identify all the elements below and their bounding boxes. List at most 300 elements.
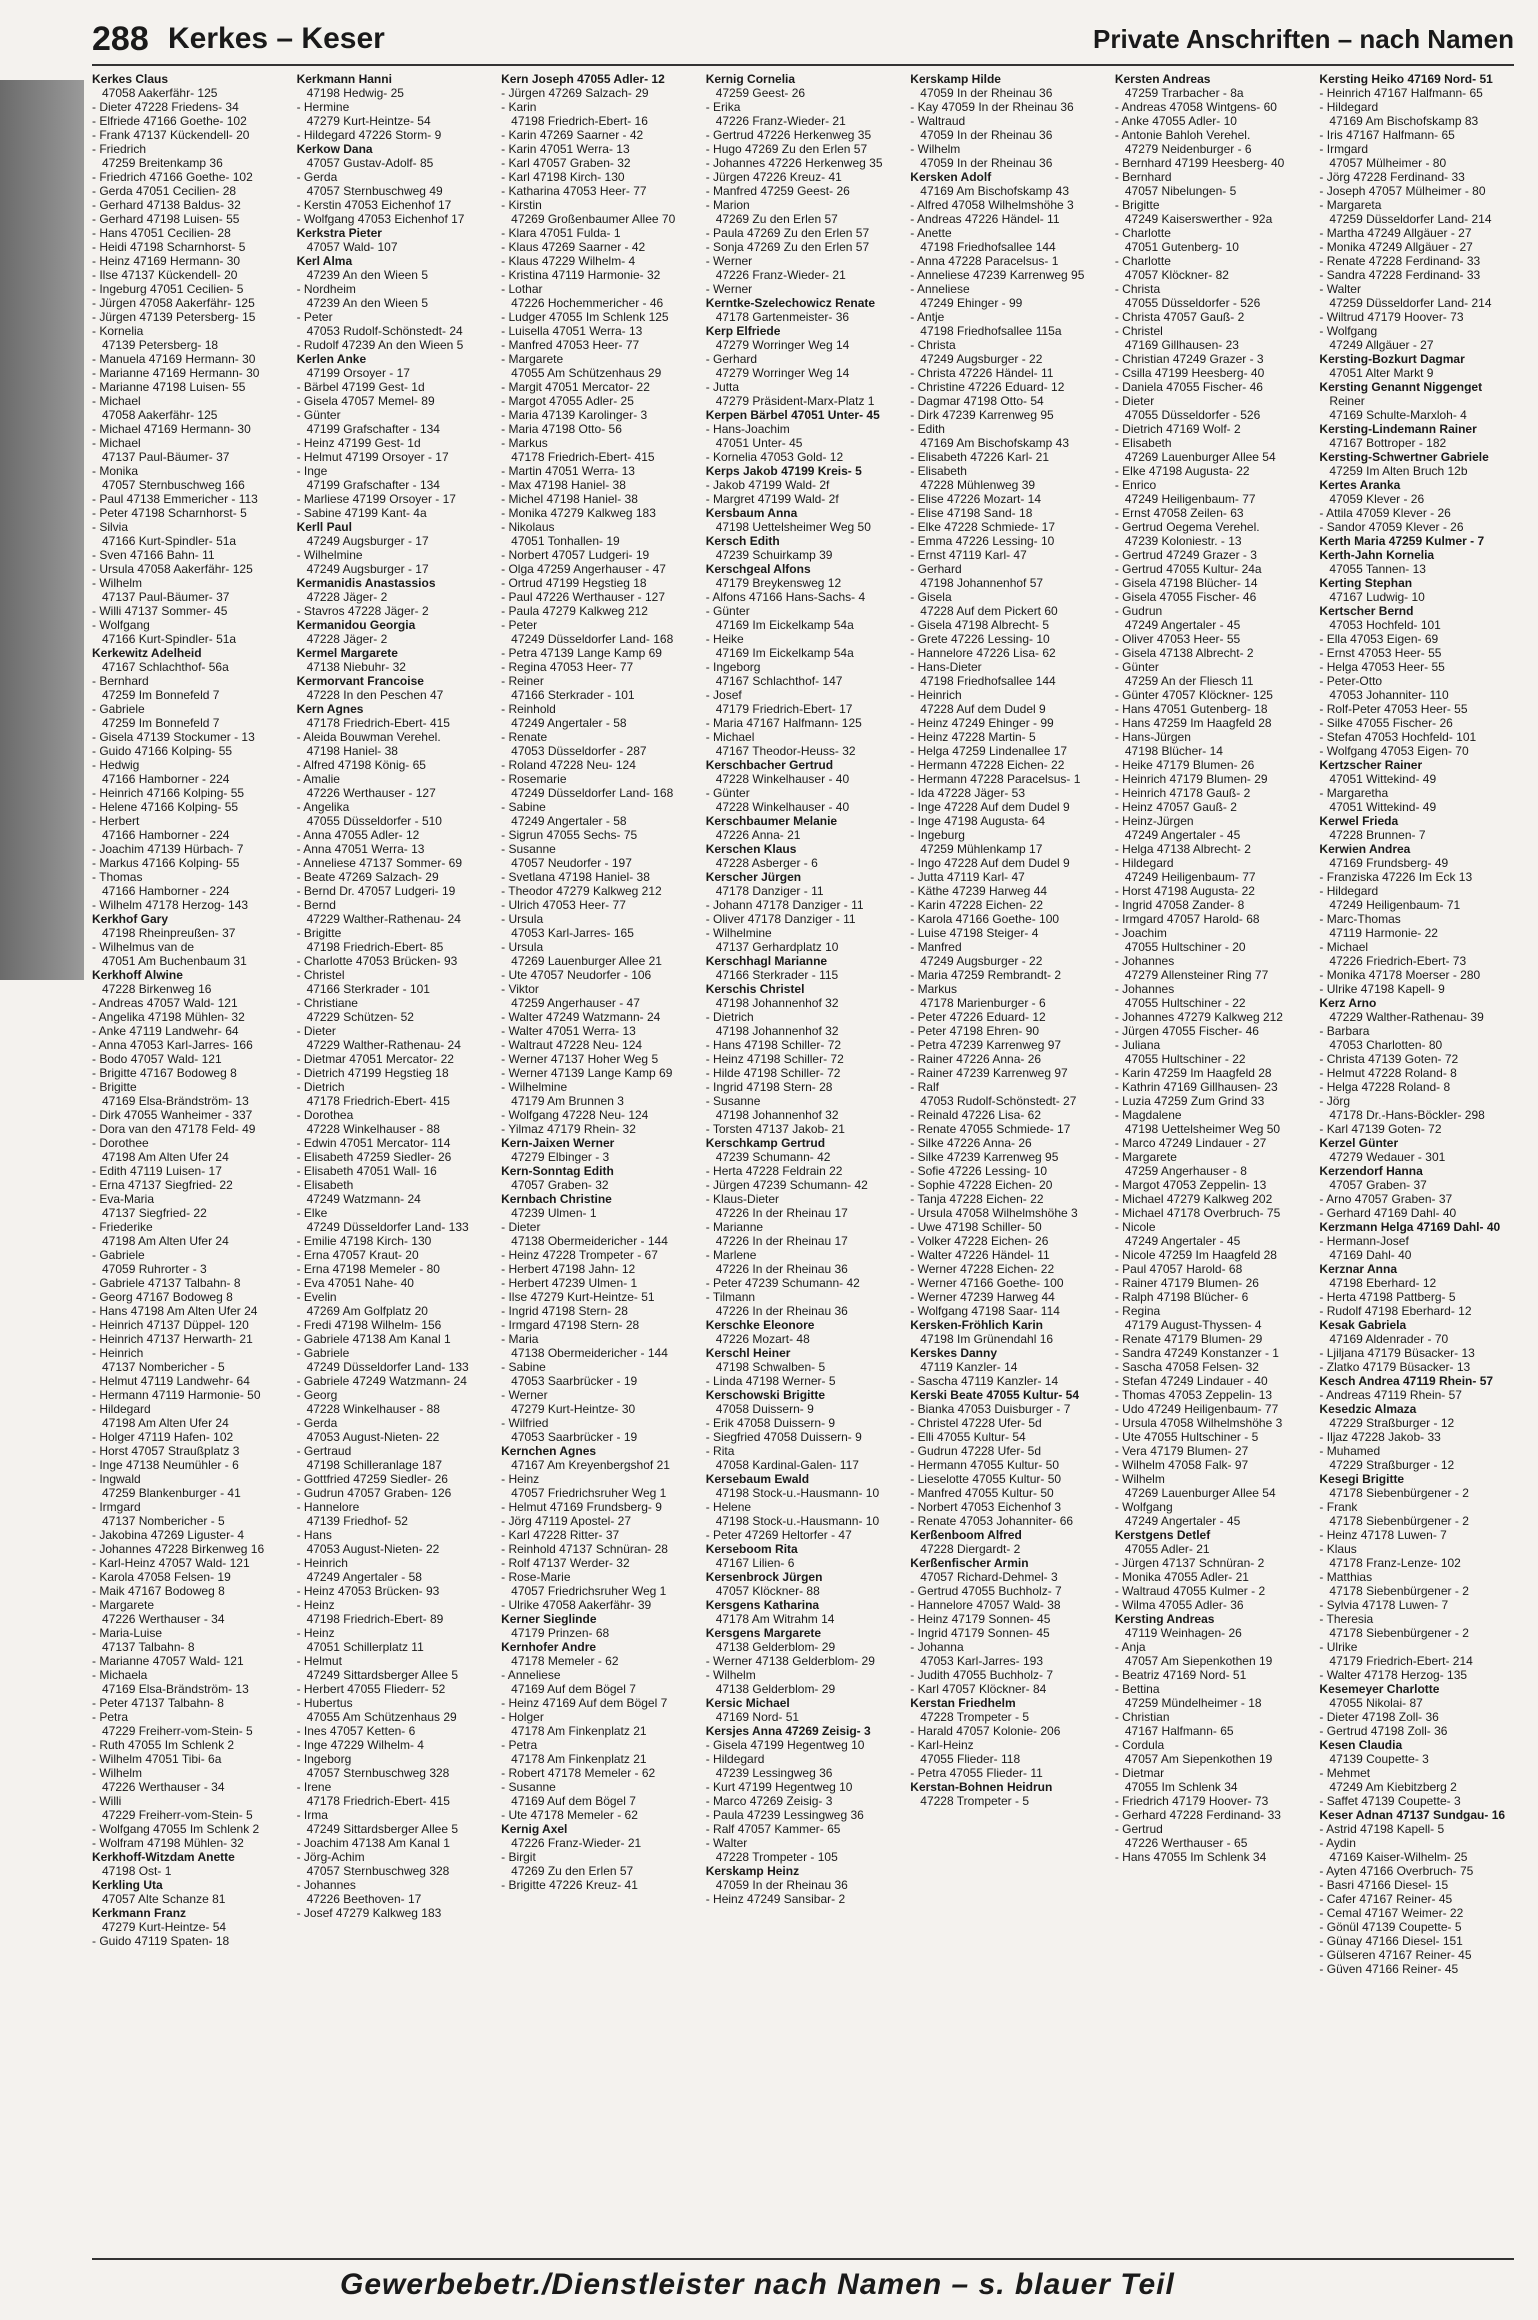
directory-entry: 47055 Düsseldorfer - 510: [306, 814, 442, 828]
directory-entry: - Werner 47137 Hoher Weg 5: [501, 1052, 659, 1066]
surname-heading: Kersenbrock Jürgen: [705, 1570, 823, 1584]
directory-entry: - Nikolaus: [501, 520, 555, 534]
directory-entry: - Dorothee: [92, 1136, 149, 1150]
directory-entry: - Karin 47269 Saarner - 42: [501, 128, 644, 142]
directory-entry: - Jörg-Achim: [296, 1850, 365, 1864]
directory-entry: - Joachim 47138 Am Kanal 1: [296, 1836, 450, 1850]
surname-heading: Kerkstra Pieter: [296, 226, 382, 240]
directory-entry: - Gerhard 47228 Ferdinand- 33: [1114, 1808, 1281, 1822]
directory-entry: - Andreas 47119 Rhein- 57: [1319, 1388, 1462, 1402]
directory-entry: 47229 Freiherr-vom-Stein- 5: [102, 1808, 253, 1822]
directory-entry: - Hans 47198 Schiller- 72: [705, 1038, 842, 1052]
directory-entry: 47226 Mozart- 48: [715, 1332, 810, 1346]
directory-entry: - Margit 47051 Mercator- 22: [501, 380, 650, 394]
directory-entry: - Erna 47057 Kraut- 20: [296, 1248, 419, 1262]
directory-entry: 47239 Ulmen- 1: [511, 1206, 597, 1220]
directory-entry: - Peter: [501, 618, 538, 632]
directory-entry: - Ortrud 47199 Hegstieg 18: [501, 576, 647, 590]
directory-entry: - Gabriele 47138 Am Kanal 1: [296, 1332, 451, 1346]
directory-entry: - Antonie Bahloh Verehel.: [1114, 128, 1251, 142]
directory-entry: 47178 Marienburger - 6: [920, 996, 1046, 1010]
directory-entry: 47249 Angertaler - 45: [1124, 1514, 1241, 1528]
directory-entry: 47053 August-Nieten- 22: [306, 1542, 440, 1556]
directory-entry: - Silke 47239 Karrenweg 95: [910, 1150, 1059, 1164]
directory-entry: - Nicole 47259 Im Haagfeld 28: [1114, 1248, 1277, 1262]
directory-entry: - Bärbel 47199 Gest- 1d: [296, 380, 425, 394]
directory-entry: - Reinald 47226 Lisa- 62: [910, 1108, 1042, 1122]
directory-entry: - Paula 47279 Kalkweg 212: [501, 604, 648, 618]
directory-entry: - Hilde 47198 Schiller- 72: [705, 1066, 841, 1080]
directory-entry: - Csilla 47199 Heesberg- 40: [1114, 366, 1265, 380]
surname-heading: Kerz Arno: [1319, 996, 1377, 1010]
directory-entry: - Anna 47053 Karl-Jarres- 166: [92, 1038, 253, 1052]
directory-entry: - Nicole: [1114, 1220, 1156, 1234]
directory-entry: - Peter: [296, 310, 333, 324]
surname-heading: Kermorvant Francoise: [296, 674, 424, 688]
directory-entry: - Iris 47167 Halfmann- 65: [1319, 128, 1455, 142]
directory-entry: - Dieter: [296, 1024, 336, 1038]
directory-entry: - Ralf 47057 Kammer- 65: [705, 1822, 841, 1836]
directory-entry: 47229 Schützen- 52: [306, 1010, 414, 1024]
surname-heading: Kerschke Eleonore: [705, 1318, 815, 1332]
directory-entry: 47269 Lauenburger Allee 21: [511, 954, 662, 968]
directory-entry: 47053 Johanniter- 110: [1329, 688, 1449, 702]
directory-entry: 47138 Obermeidericher - 144: [511, 1346, 668, 1360]
directory-entry: 47055 Adler- 21: [1124, 1542, 1210, 1556]
directory-entry: 47279 Kurt-Heintze- 54: [306, 114, 431, 128]
directory-entry: 47179 Friedrich-Ebert- 214: [1329, 1654, 1473, 1668]
surname-heading: Kerzendorf Hanna: [1319, 1164, 1423, 1178]
directory-entry: 47178 Am Finkenplatz 21: [511, 1752, 647, 1766]
directory-entry: 47249 Kaiserswerther - 92a: [1124, 212, 1273, 226]
directory-entry: 47229 Walther-Rathenau- 24: [306, 1038, 461, 1052]
directory-entry: 47228 Auf dem Dudel 9: [920, 702, 1046, 716]
directory-entry: - Hermann 47119 Harmonie- 50: [92, 1388, 261, 1402]
directory-entry: - Josef 47279 Kalkweg 183: [296, 1906, 442, 1920]
directory-entry: - Christel: [296, 968, 345, 982]
directory-entry: - Wilhelmus van de: [92, 940, 195, 954]
directory-entry: 47055 Hultschiner - 22: [1124, 1052, 1246, 1066]
directory-entry: 47249 Angertaler - 45: [1124, 1234, 1241, 1248]
directory-entry: 47199 Grafschafter - 134: [306, 478, 440, 492]
directory-entry: 47279 Neidenburger - 6: [1124, 142, 1252, 156]
directory-entry: - Peter-Otto: [1319, 674, 1383, 688]
directory-entry: - Elke 47228 Schmiede- 17: [910, 520, 1056, 534]
directory-entry: - Renate 47055 Schmiede- 17: [910, 1122, 1071, 1136]
directory-entry: - Dieter 47198 Zoll- 36: [1319, 1710, 1439, 1724]
directory-entry: 47198 Friedhofsallee 144: [920, 240, 1056, 254]
directory-entry: - Wilhelmine: [705, 926, 772, 940]
directory-entry: - Walter 47226 Händel- 11: [910, 1248, 1050, 1262]
surname-heading: Kersten Andreas: [1114, 72, 1211, 86]
surname-heading: Kerstgens Detlef: [1114, 1528, 1211, 1542]
surname-heading: Kern-Sonntag Edith: [501, 1164, 614, 1178]
directory-entry: 47138 Obermeidericher - 144: [511, 1234, 668, 1248]
directory-entry: 47198 Friedhofsallee 115a: [920, 324, 1062, 338]
directory-entry: 47259 Im Bonnefeld 7: [102, 688, 220, 702]
directory-entry: - Emma 47226 Lessing- 10: [910, 534, 1055, 548]
directory-entry: - Wilhelm: [92, 576, 142, 590]
surname-heading: Kerski Beate 47055 Kultur- 54: [910, 1388, 1080, 1402]
directory-entry: - Johannes 47226 Herkenweg 35: [705, 156, 883, 170]
directory-entry: - Sabine: [501, 1360, 546, 1374]
directory-entry: - Basri 47166 Diesel- 15: [1319, 1878, 1449, 1892]
directory-entry: - Wilhelm 47058 Falk- 97: [1114, 1458, 1249, 1472]
directory-entry: 47167 Lilien- 6: [715, 1556, 795, 1570]
directory-entry: - Ella 47053 Eigen- 69: [1319, 632, 1439, 646]
directory-entry: - Mehmet: [1319, 1766, 1371, 1780]
directory-entry: - Johannes 47279 Kalkweg 212: [1114, 1010, 1283, 1024]
directory-entry: - Frank 47137 Kückendell- 20: [92, 128, 250, 142]
directory-entry: 47226 Werthauser - 127: [306, 786, 436, 800]
directory-entry: 47198 Friedrich-Ebert- 85: [306, 940, 444, 954]
directory-entry: - Sascha 47119 Kanzler- 14: [910, 1374, 1059, 1388]
directory-entry: - Christa 47226 Händel- 11: [910, 366, 1054, 380]
directory-entry: - Hans 47055 Im Schlenk 34: [1114, 1850, 1267, 1864]
directory-entry: 47279 Präsident-Marx-Platz 1: [715, 394, 875, 408]
directory-entry: - Sylvia 47178 Luwen- 7: [1319, 1598, 1449, 1612]
directory-entry: - Gerda: [296, 170, 338, 184]
directory-entry: - Cemal 47167 Weimer- 22: [1319, 1906, 1464, 1920]
directory-entry: - Alfons 47166 Hans-Sachs- 4: [705, 590, 866, 604]
directory-entry: - Willi: [92, 1794, 122, 1808]
directory-entry: - Aleida Bouwman Verehel.: [296, 730, 441, 744]
directory-entry: 47198 Blücher- 14: [1124, 744, 1223, 758]
directory-entry: - Udo 47249 Heiligenbaum- 77: [1114, 1402, 1279, 1416]
directory-entry: 47169 Frundsberg- 49: [1329, 856, 1449, 870]
directory-entry: 47137 Nombericher - 5: [102, 1360, 225, 1374]
directory-entry: 47059 Ruhrorter - 3: [102, 1262, 207, 1276]
directory-entry: - Kornelia 47053 Gold- 12: [705, 450, 844, 464]
directory-entry: - Hans-Joachim: [705, 422, 790, 436]
directory-entry: - Helmut: [296, 1654, 342, 1668]
directory-entry: 47198 Uettelsheimer Weg 50: [1124, 1122, 1281, 1136]
directory-entry: 47259 Angerhauser - 47: [511, 996, 640, 1010]
directory-entry: - Theresia: [1319, 1612, 1374, 1626]
directory-entry: - Michael 47178 Overbruch- 75: [1114, 1206, 1281, 1220]
directory-entry: - Brigitte 47167 Bodoweg 8: [92, 1066, 237, 1080]
surname-heading: Kerwel Frieda: [1319, 814, 1399, 828]
surname-heading: Kesemeyer Charlotte: [1319, 1682, 1440, 1696]
directory-entry: - Christa: [910, 338, 956, 352]
directory-entry: - Monika 47279 Kalkweg 183: [501, 506, 656, 520]
directory-entry: - Gertrud 47249 Grazer - 3: [1114, 548, 1257, 562]
directory-entry: - Ursula 47058 Wilhelmshöhe 3: [910, 1206, 1078, 1220]
directory-entry: - Georg 47167 Bodoweg 8: [92, 1290, 233, 1304]
directory-entry: - Sandor 47059 Klever - 26: [1319, 520, 1464, 534]
directory-entry: 47167 Ludwig- 10: [1329, 590, 1425, 604]
directory-entry: - Barbara: [1319, 1024, 1370, 1038]
directory-entry: - Gertrud 47198 Zoll- 36: [1319, 1724, 1448, 1738]
directory-entry: - Gerhard: [910, 562, 962, 576]
directory-entry: 47279 Kurt-Heintze- 54: [102, 1920, 227, 1934]
directory-entry: - Karl 47198 Kirch- 130: [501, 170, 625, 184]
directory-entry: 47057 Graben- 37: [1329, 1178, 1427, 1192]
directory-entry: - Beate 47269 Salzach- 29: [296, 870, 439, 884]
directory-entry: 47166 Kurt-Spindler- 51a: [102, 534, 237, 548]
page-number: 288: [92, 20, 149, 58]
surname-heading: Kerscher Jürgen: [705, 870, 802, 884]
directory-entry: 47169 Schulte-Marxloh- 4: [1329, 408, 1467, 422]
surname-heading: Kerkhof Gary: [92, 912, 169, 926]
directory-entry: - Ingo 47228 Auf dem Dudel 9: [910, 856, 1070, 870]
directory-entry: - Heinz 47249 Ehinger - 99: [910, 716, 1054, 730]
directory-entry: - Ingrid 47058 Zander- 8: [1114, 898, 1245, 912]
directory-entry: - Gerda 47051 Cecilien- 28: [92, 184, 237, 198]
directory-entry: - Karl-Heinz 47057 Wald- 121: [92, 1556, 250, 1570]
directory-entry: - Hubertus: [296, 1696, 353, 1710]
directory-entry: - Ludger 47055 Im Schlenk 125: [501, 310, 669, 324]
directory-entry: 47119 Weinhagen- 26: [1124, 1626, 1242, 1640]
directory-entry: 47249 Augsburger - 22: [920, 352, 1043, 366]
directory-entry: - Elfriede 47166 Goethe- 102: [92, 114, 247, 128]
directory-entry: 47057 Graben- 32: [511, 1178, 609, 1192]
directory-entry: - Heinz 47178 Luwen- 7: [1319, 1528, 1447, 1542]
directory-entry: 47057 Sternbuschweg 49: [306, 184, 443, 198]
directory-entry: - Klaus 47229 Wilhelm- 4: [501, 254, 636, 268]
directory-entry: - Heinz 47057 Gauß- 2: [1114, 800, 1237, 814]
directory-entry: - Irmgard 47057 Harold- 68: [1114, 912, 1260, 926]
directory-entry: - Katharina 47053 Heer- 77: [501, 184, 647, 198]
directory-entry: - Hildegard: [1114, 856, 1174, 870]
directory-entry: - Rolf-Peter 47053 Heer- 55: [1319, 702, 1468, 716]
running-head: Private Anschriften – nach Namen: [1093, 24, 1514, 54]
directory-entry: 47228 Trompeter - 5: [920, 1794, 1030, 1808]
directory-entry: - Stavros 47228 Jäger- 2: [296, 604, 429, 618]
directory-entry: 47259 Blankenburger - 41: [102, 1486, 241, 1500]
directory-entry: - Angelika: [296, 800, 350, 814]
directory-entry: 47167 Am Kreyenbergshof 21: [511, 1458, 670, 1472]
surname-heading: Kerßenboom Alfred: [910, 1528, 1022, 1542]
directory-entry: - Inge 47198 Augusta- 64: [910, 814, 1046, 828]
directory-entry: - Svetlana 47198 Haniel- 38: [501, 870, 650, 884]
directory-entry: - Petra 47055 Flieder- 11: [910, 1766, 1043, 1780]
directory-entry: 47055 Düsseldorfer - 526: [1124, 408, 1261, 422]
directory-entry: - Elisabeth: [296, 1178, 354, 1192]
directory-entry: 47198 Johannenhof 32: [715, 1108, 839, 1122]
directory-entry: - Heinz-Jürgen: [1114, 814, 1194, 828]
directory-entry: - Marianne 47169 Hermann- 30: [92, 366, 260, 380]
directory-entry: - Susanne: [705, 1094, 761, 1108]
directory-entry: - Gisela 47139 Stockumer - 13: [92, 730, 255, 744]
directory-entry: - Jürgen 47239 Schumann- 42: [705, 1178, 868, 1192]
directory-entry: - Anneliese: [910, 282, 970, 296]
directory-entry: - Jürgen 47137 Schnüran- 2: [1114, 1556, 1265, 1570]
directory-entry: - Kay 47059 In der Rheinau 36: [910, 100, 1074, 114]
directory-entry: - Rainer 47226 Anna- 26: [910, 1052, 1042, 1066]
directory-entry: - Werner: [705, 254, 753, 268]
directory-entry: 47058 Kardinal-Galen- 117: [715, 1458, 859, 1472]
directory-entry: 47051 Wittekind- 49: [1329, 772, 1437, 786]
directory-entry: 47198 Stock-u.-Hausmann- 10: [715, 1486, 880, 1500]
directory-entry: - Heinrich: [296, 1556, 348, 1570]
surname-heading: Kesegi Brigitte: [1319, 1472, 1405, 1486]
directory-entry: - Renate 47053 Johanniter- 66: [910, 1514, 1074, 1528]
directory-entry: - Josef: [705, 688, 742, 702]
directory-entry: - Marianne 47198 Luisen- 55: [92, 380, 246, 394]
surname-heading: Kerpen Bärbel 47051 Unter- 45: [705, 408, 880, 422]
surname-heading: Kerstan Friedhelm: [910, 1696, 1016, 1710]
surname-heading: Kerseboom Rita: [705, 1542, 798, 1556]
directory-entry: 47053 Rudolf-Schönstedt- 27: [920, 1094, 1077, 1108]
directory-entry: - Ayten 47166 Overbruch- 75: [1319, 1864, 1474, 1878]
directory-entry: 47169 Im Eickelkamp 54a: [715, 618, 854, 632]
directory-entry: 47228 In den Peschen 47: [306, 688, 444, 702]
directory-entry: - Elisabeth: [1114, 436, 1172, 450]
directory-entry: 47178 Siebenbürgener - 2: [1329, 1584, 1469, 1598]
directory-entry: - Tilmann: [705, 1290, 756, 1304]
page-header: [0, 0, 1538, 72]
directory-entry: - Hermann-Josef: [1319, 1234, 1409, 1248]
directory-entry: - Susanne: [501, 1780, 556, 1794]
directory-entry: - Karin 47051 Werra- 13: [501, 142, 630, 156]
directory-entry: - Gerhard 47169 Dahl- 40: [1319, 1206, 1457, 1220]
directory-entry: - Sofie 47226 Lessing- 10: [910, 1164, 1048, 1178]
directory-entry: 47057 Friedrichsruher Weg 1: [511, 1584, 667, 1598]
surname-heading: Kerstan-Bohnen Heidrun: [910, 1780, 1053, 1794]
directory-entry: 47279 Worringer Weg 14: [715, 338, 850, 352]
directory-entry: - Margaretha: [1319, 786, 1389, 800]
directory-entry: 47269 Zu den Erlen 57: [511, 1864, 634, 1878]
directory-entry: - Michael 47279 Kalkweg 202: [1114, 1192, 1273, 1206]
directory-entry: 47198 Am Alten Ufer 24: [102, 1234, 229, 1248]
directory-entry: - Helmut 47169 Frundsberg- 9: [501, 1500, 662, 1514]
directory-entry: - Werner: [705, 282, 753, 296]
directory-entry: - Klaus 47269 Saarner - 42: [501, 240, 646, 254]
directory-entry: 47199 Grafschafter - 134: [306, 422, 440, 436]
surname-heading: Kersgens Katharina: [705, 1598, 820, 1612]
directory-entry: 47057 Sternbuschweg 166: [102, 478, 245, 492]
surname-heading: Kermanidou Georgia: [296, 618, 416, 632]
directory-entry: - Grete 47226 Lessing- 10: [910, 632, 1050, 646]
directory-entry: - Manfred 47259 Geest- 26: [705, 184, 850, 198]
directory-entry: - Norbert 47053 Eichenhof 3: [910, 1500, 1062, 1514]
directory-entry: 47226 Franz-Wieder- 21: [715, 268, 846, 282]
directory-entry: - Gudrun 47057 Graben- 126: [296, 1486, 452, 1500]
directory-entry: 47228 Mühlenweg 39: [920, 478, 1036, 492]
directory-entry: - Stefan 47053 Hochfeld- 101: [1319, 730, 1477, 744]
directory-entry: 47249 Augsburger - 17: [306, 534, 429, 548]
surname-heading: Kern-Jaixen Werner: [501, 1136, 615, 1150]
directory-entry: 47166 Kurt-Spindler- 51a: [102, 632, 237, 646]
directory-entry: - Margarete: [501, 352, 564, 366]
directory-entry: 47139 Coupette- 3: [1329, 1752, 1429, 1766]
directory-entry: - Gertrud 47055 Kultur- 24a: [1114, 562, 1262, 576]
directory-entry: 47239 An den Wieen 5: [306, 296, 428, 310]
directory-entry: - Maria: [501, 1332, 539, 1346]
directory-entry: - Sandra 47249 Konstanzer - 1: [1114, 1346, 1279, 1360]
directory-entry: - Roland 47228 Neu- 124: [501, 758, 636, 772]
directory-entry: 47179 Breykensweg 12: [715, 576, 842, 590]
directory-entry: - Heinz 47179 Sonnen- 45: [910, 1612, 1051, 1626]
directory-entry: - Torsten 47137 Jakob- 21: [705, 1122, 845, 1136]
directory-entry: - Marco 47249 Lindauer - 27: [1114, 1136, 1267, 1150]
surname-heading: Kerth-Jahn Kornelia: [1319, 548, 1435, 562]
directory-entry: - Dagmar 47198 Otto- 54: [910, 394, 1044, 408]
directory-entry: - Dietmar: [1114, 1766, 1165, 1780]
directory-entry: 47139 Petersberg- 18: [102, 338, 219, 352]
directory-entry: - Eva 47051 Nahe- 40: [296, 1276, 414, 1290]
directory-entry: - Herta 47228 Feldrain 22: [705, 1164, 843, 1178]
surname-heading: Kerzmann Helga 47169 Dahl- 40: [1319, 1220, 1501, 1234]
directory-entry: 47228 Birkenweg 16: [102, 982, 212, 996]
directory-entry: - Sabine 47199 Kant- 4a: [296, 506, 427, 520]
surname-heading: Kerkmann Hanni: [296, 72, 392, 86]
surname-heading: Kersgens Margarete: [705, 1626, 822, 1640]
column-7: [1319, 72, 1516, 2252]
directory-entry: - Guido 47166 Kolping- 55: [92, 744, 233, 758]
directory-entry: - Werner 47166 Goethe- 100: [910, 1276, 1064, 1290]
directory-entry: - Ernst 47119 Karl- 47: [910, 548, 1027, 562]
directory-entry: 47249 Augsburger - 22: [920, 954, 1043, 968]
directory-entry: - Dietrich 47169 Wolf- 2: [1114, 422, 1241, 436]
directory-entry: - Heinz 47053 Brücken- 93: [296, 1584, 440, 1598]
directory-entry: - Friedrich: [92, 142, 147, 156]
directory-entry: 47055 Düsseldorfer - 526: [1124, 296, 1261, 310]
directory-entry: - Paul 47138 Emmericher - 113: [92, 492, 258, 506]
directory-entry: - Elisabeth 47051 Wall- 16: [296, 1164, 437, 1178]
directory-entry: 47169 Auf dem Bögel 7: [511, 1794, 636, 1808]
directory-entry: - Joachim: [1114, 926, 1167, 940]
directory-entry: - Erna 47198 Memeler - 80: [296, 1262, 440, 1276]
directory-entry: - Charlotte: [1114, 254, 1171, 268]
directory-entry: - Walter 47051 Werra- 13: [501, 1024, 636, 1038]
directory-entry: - Karola 47058 Felsen- 19: [92, 1570, 231, 1584]
directory-entry: - Nordheim: [296, 282, 356, 296]
directory-entry: - Monika 47055 Adler- 21: [1114, 1570, 1249, 1584]
directory-entry: - Heinrich 47167 Halfmann- 65: [1319, 86, 1483, 100]
directory-entry: - Petra 47139 Lange Kamp 69: [501, 646, 662, 660]
directory-entry: - Christine 47226 Eduard- 12: [910, 380, 1065, 394]
directory-entry: 47228 Winkelhauser - 40: [715, 772, 850, 786]
directory-entry: - Brigitte: [1114, 198, 1160, 212]
surname-heading: Kesedzic Almaza: [1319, 1402, 1417, 1416]
directory-entry: - Cafer 47167 Reiner- 45: [1319, 1892, 1453, 1906]
directory-entry: - Johannes: [1114, 982, 1175, 996]
directory-entry: - Peter 47226 Eduard- 12: [910, 1010, 1046, 1024]
surname-heading: Kerkewitz Adelheid: [92, 646, 202, 660]
directory-entry: - Sascha 47058 Felsen- 32: [1114, 1360, 1259, 1374]
directory-entry: - Heinz 47228 Martin- 5: [910, 730, 1036, 744]
directory-entry: - Anna 47051 Werra- 13: [296, 842, 425, 856]
directory-entry: - Stefan 47249 Lindauer - 40: [1114, 1374, 1268, 1388]
directory-entry: - Helmut 47199 Orsoyer - 17: [296, 450, 449, 464]
directory-entry: - Anette: [910, 226, 952, 240]
directory-entry: - Ralf: [910, 1080, 939, 1094]
directory-entry: - Gabriele 47137 Talbahn- 8: [92, 1276, 241, 1290]
directory-entry: - Manfred 47053 Heer- 77: [501, 338, 640, 352]
directory-entry: 47059 Klever - 26: [1329, 492, 1425, 506]
directory-entry: - Michael 47169 Hermann- 30: [92, 422, 251, 436]
directory-entry: - Wilhelm: [1114, 1472, 1165, 1486]
surname-heading: Kernig Cornelia: [705, 72, 796, 86]
directory-entry: - Wilhelm 47051 Tibi- 6a: [92, 1752, 222, 1766]
directory-entry: 47249 Heiligenbaum- 77: [1124, 870, 1256, 884]
surname-heading: Kerkhoff Alwine: [92, 968, 183, 982]
surname-heading: Kesak Gabriela: [1319, 1318, 1407, 1332]
directory-entry: - Reinhold 47137 Schnüran- 28: [501, 1542, 668, 1556]
surname-heading: Kerschis Christel: [705, 982, 805, 996]
directory-entry: - Yilmaz 47179 Rhein- 32: [501, 1122, 636, 1136]
directory-entry: - Magdalene: [1114, 1108, 1182, 1122]
directory-entry: - Elise 47226 Mozart- 14: [910, 492, 1042, 506]
directory-entry: - Holger: [501, 1710, 544, 1724]
directory-entry: 47178 Dr.-Hans-Böckler- 298: [1329, 1108, 1485, 1122]
surname-heading: Kerschen Klaus: [705, 842, 797, 856]
directory-entry: - Kirstin: [501, 198, 542, 212]
directory-entry: 47166 Hamborner - 224: [102, 884, 230, 898]
directory-entry: 47137 Siegfried- 22: [102, 1206, 207, 1220]
